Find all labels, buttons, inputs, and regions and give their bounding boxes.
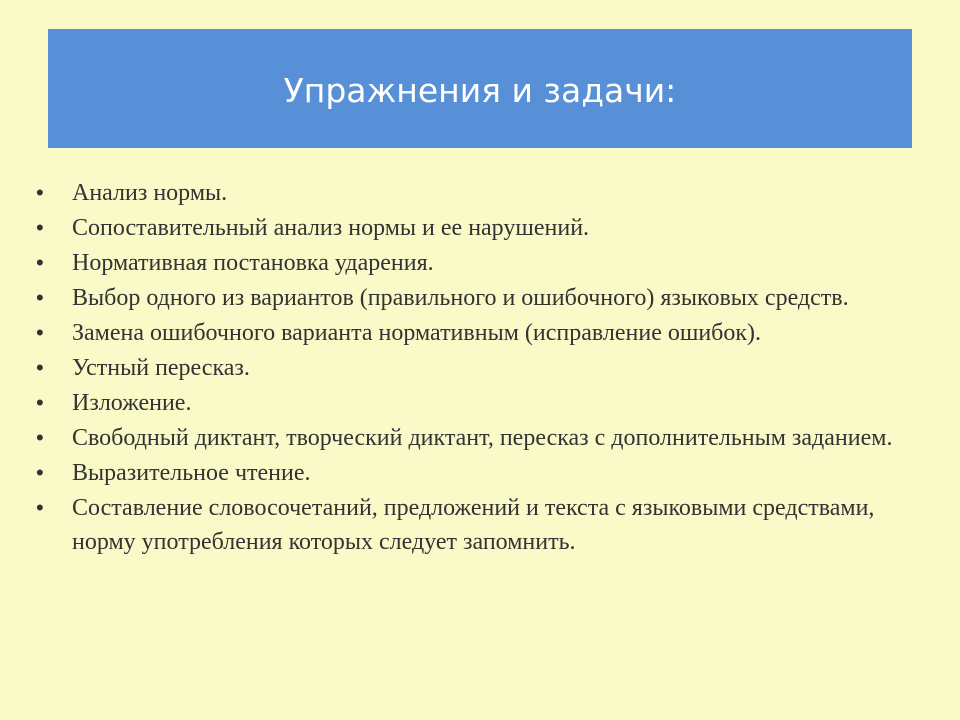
list-item-text: Замена ошибочного варианта нормативным (исправление ошибок). bbox=[72, 320, 762, 346]
bullet-icon: • bbox=[36, 460, 44, 485]
bullet-icon: • bbox=[36, 390, 44, 415]
list-item bbox=[36, 211, 936, 245]
list-item bbox=[36, 246, 936, 280]
exercise-list bbox=[36, 176, 936, 560]
list-item bbox=[36, 491, 936, 559]
title-banner bbox=[48, 29, 912, 148]
bullet-icon: • bbox=[36, 250, 44, 275]
bullet-icon: • bbox=[36, 355, 44, 380]
list-item bbox=[36, 386, 936, 420]
list-item bbox=[36, 351, 936, 385]
list-item bbox=[36, 176, 936, 210]
list-item-text: Изложение. bbox=[72, 390, 192, 416]
list-item-text: Нормативная постановка ударения. bbox=[72, 250, 434, 276]
list-item bbox=[36, 421, 936, 455]
list-item-text: Сопоставительный анализ нормы и ее нарушений. bbox=[72, 215, 590, 241]
list-item bbox=[36, 316, 936, 350]
list-item-text: Анализ нормы. bbox=[72, 180, 228, 206]
list-item-text: Выразительное чтение. bbox=[72, 460, 311, 486]
list-item bbox=[36, 281, 936, 315]
list-item-text: Составление словосочетаний, предложений и текста с языковыми средствами, норму употребления которых следует запомнить. bbox=[72, 495, 875, 555]
bullet-icon: • bbox=[36, 180, 44, 205]
bullet-icon: • bbox=[36, 285, 44, 310]
list-item-text: Устный пересказ. bbox=[72, 355, 250, 381]
bullet-icon: • bbox=[36, 320, 44, 345]
slide-title: Упражнения и задачи: bbox=[283, 71, 677, 110]
list-item-text: Свободный диктант, творческий диктант, пересказ с дополнительным заданием. bbox=[72, 425, 893, 451]
bullet-icon: • bbox=[36, 215, 44, 240]
list-item bbox=[36, 456, 936, 490]
bullet-icon: • bbox=[36, 425, 44, 450]
list-item-text: Выбор одного из вариантов (правильного и ошибочного) языковых средств. bbox=[72, 285, 849, 311]
bullet-icon: • bbox=[36, 495, 44, 520]
